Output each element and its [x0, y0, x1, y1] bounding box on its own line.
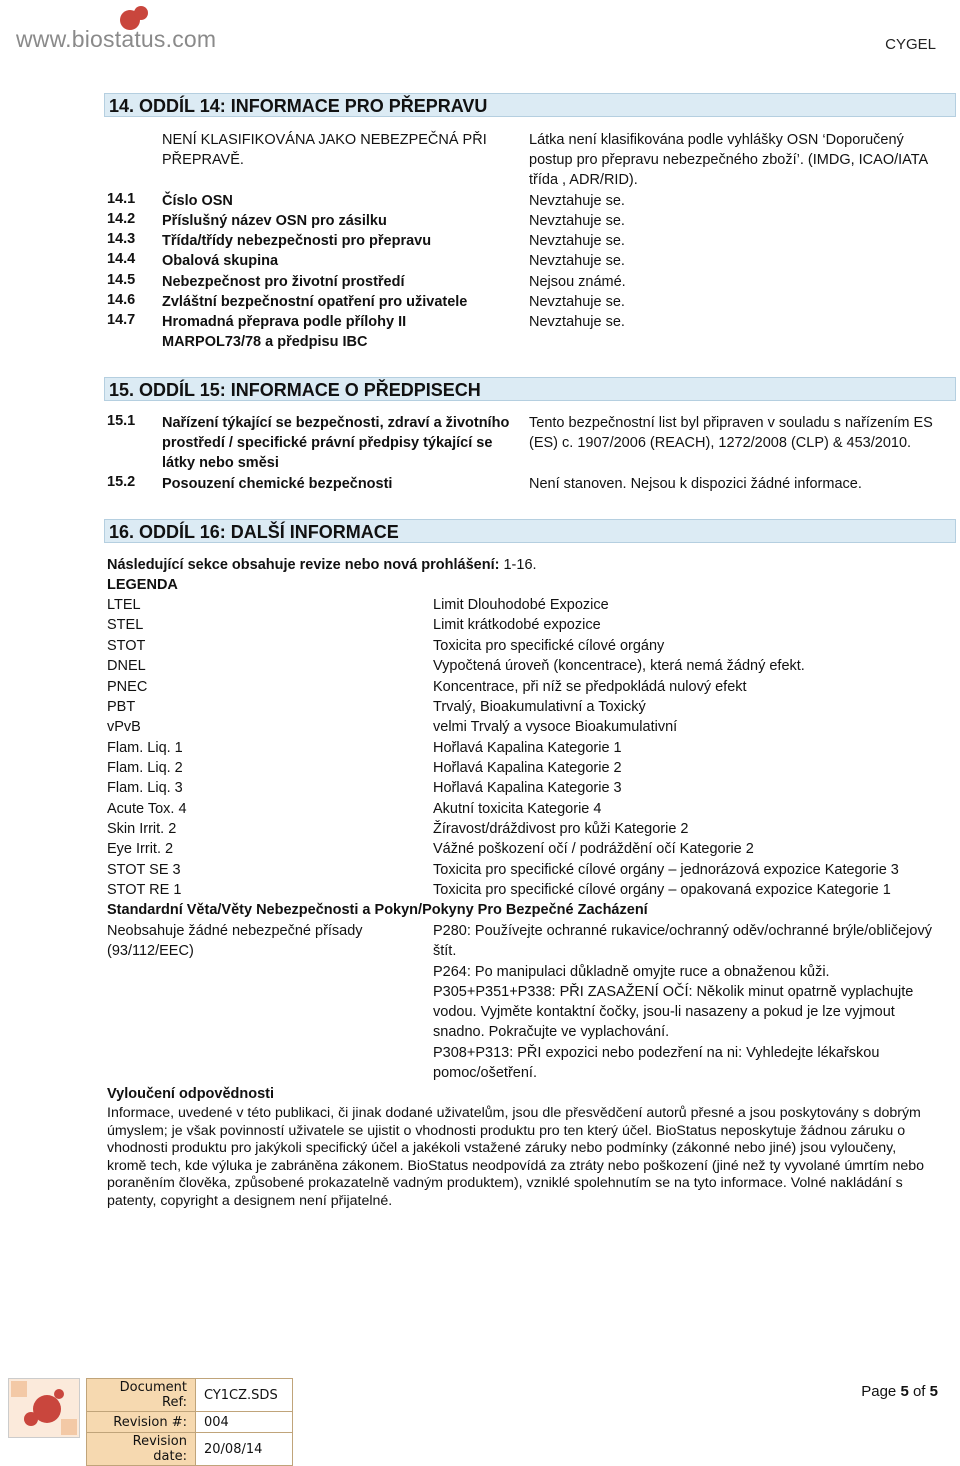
s14-intro-value: Látka není klasifikována podle vyhlášky OSN ‘Doporučený postup pro přepravu nebezpečného zboží’. (IMDG, ICAO/IATA třída , ADR/RID).	[529, 132, 928, 188]
legend-row	[107, 656, 957, 676]
legend-desc: Vypočtená úroveň (koncentrace), která nemá žádný efekt.	[433, 658, 805, 674]
row-label: Číslo OSN	[162, 193, 233, 209]
row-number: 14.4	[107, 251, 136, 267]
section-14-title: 14. ODDÍL 14: INFORMACE PRO PŘEPRAVU	[104, 93, 956, 117]
row-number: 15.2	[107, 474, 136, 490]
row-number: 14.2	[107, 211, 136, 227]
row-value: Nevztahuje se.	[529, 213, 625, 229]
row-value: Nejsou známé.	[529, 274, 626, 290]
legend-row	[107, 778, 957, 798]
legend-desc: Vážné poškození očí / podráždění očí Kategorie 2	[433, 841, 754, 857]
legend-desc: Trvalý, Bioakumulativní a Toxický	[433, 699, 646, 715]
legend-abbr: Eye Irrit. 2	[107, 841, 174, 857]
revision-date-value: 20/08/14	[196, 1433, 293, 1466]
legend-abbr: LTEL	[107, 597, 141, 613]
legend-abbr: Skin Irrit. 2	[107, 821, 177, 837]
p-statements	[433, 921, 933, 1083]
row-label: Posouzení chemické bezpečnosti	[162, 476, 393, 492]
legend-abbr: STOT SE 3	[107, 862, 181, 878]
legend-row	[107, 738, 957, 758]
legend-row	[107, 799, 957, 819]
row-value: Nevztahuje se.	[529, 314, 625, 330]
legend-desc: Toxicita pro specifické cílové orgány – jednorázová expozice Kategorie 3	[433, 862, 899, 878]
row-number: 15.1	[107, 413, 136, 429]
p-statement: P280: Používejte ochranné rukavice/ochranný oděv/ochranné brýle/obličejový štít.	[433, 923, 932, 960]
doc-ref-row	[87, 1379, 293, 1412]
legend-row	[107, 615, 957, 635]
revision-row	[87, 1412, 293, 1433]
row-label: Hromadná přeprava podle přílohy II MARPOL73/78 a předpisu IBC	[162, 314, 407, 350]
logo-dot-icon	[134, 6, 148, 20]
legend-desc: Limit Dlouhodobé Expozice	[433, 597, 609, 613]
document-info-table	[86, 1378, 293, 1466]
legend-row	[107, 860, 957, 880]
row-value: Tento bezpečnostní list byl připraven v souladu s nařízením ES (ES) c. 1907/2006 (REACH), 1272/2008 (CLP) & 453/2010.	[529, 415, 933, 451]
s14-intro-label: NENÍ KLASIFIKOVÁNA JAKO NEBEZPEČNÁ PŘI PŘEPRAVĚ.	[162, 132, 487, 168]
legend-desc: Žíravost/dráždivost pro kůži Kategorie 2	[433, 821, 689, 837]
page-total: 5	[929, 1383, 938, 1400]
row-label: Nebezpečnost pro životní prostředí	[162, 274, 405, 290]
standard-statements-title: Standardní Věta/Věty Nebezpečnosti a Pokyn/Pokyny Pro Bezpečné Zacházení	[107, 902, 648, 918]
revision-label: Revision #:	[87, 1412, 196, 1433]
legend-desc: Hořlavá Kapalina Kategorie 1	[433, 740, 622, 756]
legend-desc: Koncentrace, při níž se předpokládá nulový efekt	[433, 679, 747, 695]
revision-note-value: 1-16.	[503, 557, 537, 573]
row-number: 14.5	[107, 272, 136, 288]
legend-desc: Hořlavá Kapalina Kategorie 2	[433, 760, 622, 776]
row-label: Nařízení týkající se bezpečnosti, zdraví a životního prostředí / specifické právní předpisy týkající se látky nebo směsi	[162, 415, 510, 471]
legend-desc: Toxicita pro specifické cílové orgány	[433, 638, 665, 654]
doc-ref-label: Document Ref:	[87, 1379, 196, 1412]
legend-row	[107, 839, 957, 859]
legend-abbr: STOT	[107, 638, 146, 654]
row-label: Obalová skupina	[162, 253, 279, 269]
row-value: Nevztahuje se.	[529, 233, 625, 249]
row-value: Není stanoven. Nejsou k dispozici žádné informace.	[529, 476, 862, 492]
biostatus-logo	[12, 6, 252, 54]
legend-row	[107, 677, 957, 697]
product-name: CYGEL	[885, 36, 936, 53]
legend-row	[107, 717, 957, 737]
legend-desc: Toxicita pro specifické cílové orgány – opakovaná expozice Kategorie 1	[433, 882, 891, 898]
disclaimer-text: Informace, uvedené v této publikaci, či jinak dodané uživatelům, jsou dle přesvědčení autorů přesné a jsou poskytovány s dobrým úmyslem; je však povinností uživatele se ujistit o vhodnosti produktu pro ten který účel. BioStatus neposkytuje žádnou záruku o vhodnosti produktu pro jakýkoli specifický účel a jakékoli vstažené záruky nebo podmínky (zákonné nebo jiné) jsou vyloučeny, kromě tech, kde výluka je zabráněna zákonem. BioStatus neodpovídá za ztráty nebo poškození (jiné než ty vyvolané úmrtím nebo poraněním člověka, způsobené prokazatelně vadným produktem), vzniklé spolehnutím se na tyto informace. Volné nakládání s patenty, copyright a designem není přijatelné.	[107, 1105, 925, 1209]
legend-row	[107, 758, 957, 778]
legend-abbr: Flam. Liq. 1	[107, 740, 183, 756]
legend-abbr: STEL	[107, 617, 144, 633]
row-number: 14.3	[107, 231, 136, 247]
p-statement: P264: Po manipulaci důkladně omyjte ruce a obnaženou kůži.	[433, 963, 830, 980]
legend-abbr: DNEL	[107, 658, 146, 674]
page-of: of	[912, 1383, 926, 1400]
legend-abbr: STOT RE 1	[107, 882, 182, 898]
biostatus-mark-icon	[9, 1379, 79, 1437]
legend-desc: Limit krátkodobé expozice	[433, 617, 601, 633]
legend-abbr: Acute Tox. 4	[107, 801, 187, 817]
legend-abbr: Flam. Liq. 2	[107, 760, 183, 776]
section-16-title: 16. ODDÍL 16: DALŠÍ INFORMACE	[104, 519, 956, 543]
section-15-title: 15. ODDÍL 15: INFORMACE O PŘEDPISECH	[104, 377, 956, 401]
legend-abbr: PNEC	[107, 679, 148, 695]
legend-row	[107, 819, 957, 839]
legend-desc: Hořlavá Kapalina Kategorie 3	[433, 780, 622, 796]
row-number: 14.6	[107, 292, 136, 308]
legend-title: LEGENDA	[107, 577, 178, 593]
legend-row	[107, 880, 957, 900]
legend-desc: Akutní toxicita Kategorie 4	[433, 801, 602, 817]
revision-date-row	[87, 1433, 293, 1466]
legend-row	[107, 595, 957, 615]
page-prefix: Page	[861, 1383, 897, 1400]
doc-ref-value: CY1CZ.SDS	[196, 1379, 293, 1412]
legend-desc: velmi Trvalý a vysoce Bioakumulativní	[433, 719, 678, 735]
p-statement: P305+P351+P338: PŘI ZASAŽENÍ OČÍ: Několik minut opatrně vyplachujte vodou. Vyjměte kontaktní čočky, jsou-li nasazeny a pokud je lze vyjmout snadno. Pokračujte ve vyplachování.	[433, 983, 914, 1041]
no-hazard-note: Neobsahuje žádné nebezpečné přísady (93/112/EEC)	[107, 923, 363, 959]
row-label: Zvláštní bezpečnostní opatření pro uživatele	[162, 294, 468, 310]
row-label: Příslušný název OSN pro zásilku	[162, 213, 387, 229]
row-number: 14.1	[107, 191, 136, 207]
row-number: 14.7	[107, 312, 136, 328]
logo-text: www.biostatus.com	[16, 26, 217, 52]
row-value: Nevztahuje se.	[529, 193, 625, 209]
legend-row	[107, 697, 957, 717]
row-label: Třída/třídy nebezpečnosti pro přepravu	[162, 233, 432, 249]
page-current: 5	[900, 1383, 909, 1400]
p-statement: P308+P313: PŘI expozici nebo podezření na ni: Vyhledejte lékařskou pomoc/ošetření.	[433, 1044, 880, 1082]
row-value: Nevztahuje se.	[529, 294, 625, 310]
revision-note-label: Následující sekce obsahuje revize nebo nová prohlášení:	[107, 557, 500, 573]
disclaimer-title: Vyloučení odpovědnosti	[107, 1086, 275, 1102]
revision-note	[107, 555, 537, 575]
row-value: Nevztahuje se.	[529, 253, 625, 269]
revision-date-label: Revision date:	[87, 1433, 196, 1466]
legend-abbr: vPvB	[107, 719, 141, 735]
page-number	[861, 1383, 938, 1400]
footer-logo	[8, 1378, 80, 1438]
legend-row	[107, 636, 957, 656]
revision-value: 004	[196, 1412, 293, 1433]
legend-abbr: Flam. Liq. 3	[107, 780, 183, 796]
legend-abbr: PBT	[107, 699, 136, 715]
